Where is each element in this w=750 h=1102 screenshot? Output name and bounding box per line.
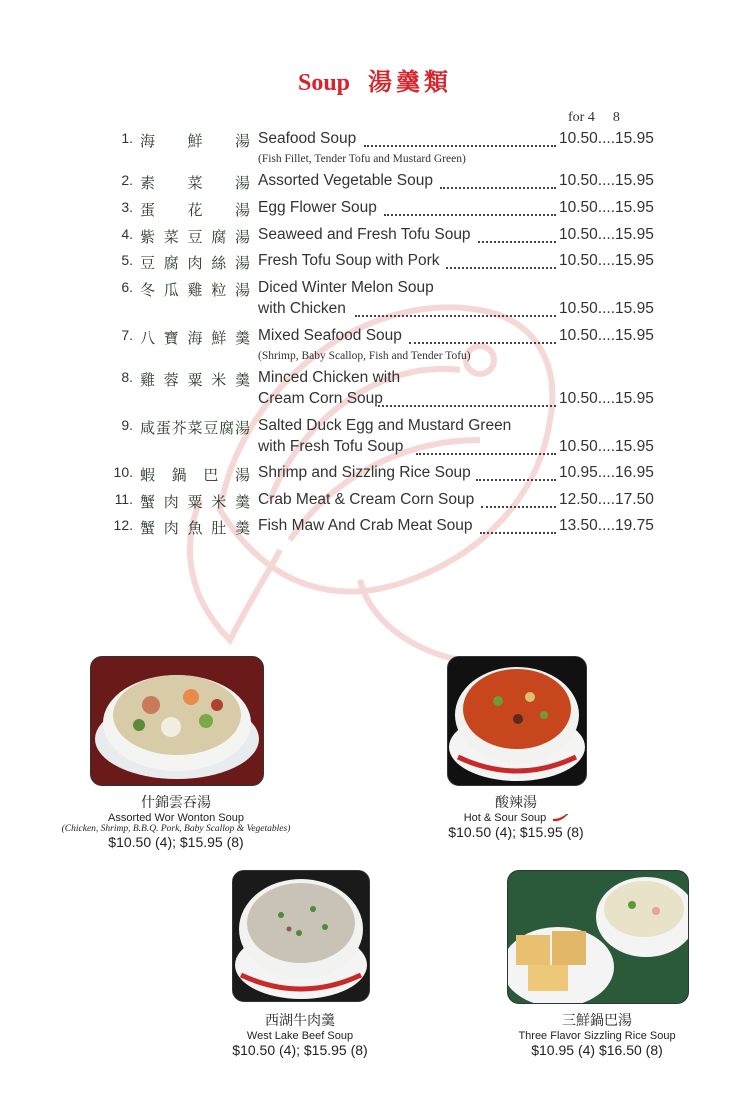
price-for-8: 15.95 [615, 226, 654, 243]
price-for-4: 10.50 [559, 252, 598, 269]
item-name-cn: 咸 蛋 芥 菜 豆 腐 湯 [140, 419, 250, 437]
item-name-cn: 蝦 鍋 巴 湯 [140, 466, 250, 484]
west-lake-beef-soup-caption [200, 1010, 400, 1058]
item-name-en: Assorted Vegetable Soup [258, 172, 433, 189]
price-for-4: 10.50 [559, 130, 598, 147]
item-name-cn: 豆 腐 肉 絲 湯 [140, 254, 250, 272]
wonton-soup-photo [90, 656, 264, 786]
dot-leader [378, 405, 556, 407]
fish-watermark [160, 250, 580, 670]
item-price: 10.50....15.95 [559, 390, 654, 407]
dot-leader [481, 506, 556, 508]
dish-price: $10.50 (4); $15.95 (8) [232, 1042, 368, 1058]
item-number: 3. [121, 199, 133, 215]
item-price: 13.50....19.75 [559, 517, 654, 534]
dot-leader [446, 267, 556, 269]
dish-name-cn: 三鮮鍋巴湯 [562, 1013, 632, 1029]
sizzling-rice-soup-caption [497, 1010, 697, 1058]
item-name-en: Minced Chicken with [258, 369, 401, 386]
item-name-cn: 冬 瓜 雞 粒 湯 [140, 281, 250, 299]
dish-name-en: Assorted Wor Wonton Soup [108, 812, 244, 824]
hot-sour-soup-caption [417, 792, 615, 840]
dish-name-cn: 酸辣湯 [495, 795, 537, 811]
dish-name-en: Three Flavor Sizzling Rice Soup [518, 1030, 676, 1042]
price-for-4: 10.50 [559, 199, 598, 216]
dish-price: $10.50 (4); $15.95 (8) [448, 824, 584, 840]
price-for-4: 10.50 [559, 390, 598, 407]
item-price: 10.50....15.95 [559, 252, 654, 269]
price-for-4: 10.50 [559, 438, 598, 455]
wonton-soup-caption [40, 792, 312, 850]
page-title: Soup 湯羹類 [297, 70, 453, 96]
price-for-8: 15.95 [615, 172, 654, 189]
item-description: (Shrimp, Baby Scallop, Fish and Tender Tofu) [258, 350, 471, 362]
item-name-cn: 素 菜 湯 [140, 174, 250, 192]
dish-name-cn: 什錦雲吞湯 [141, 795, 211, 811]
serving-size-header: for 4 8 [568, 110, 620, 125]
item-name-cn: 雞 蓉 粟 米 羹 [140, 371, 250, 389]
item-number: 7. [121, 327, 133, 343]
item-name-cn: 八 寶 海 鮮 羹 [140, 329, 250, 347]
price-for-8: 17.50 [615, 491, 654, 508]
dish-price: $10.50 (4); $15.95 (8) [108, 834, 244, 850]
item-number: 6. [121, 279, 133, 295]
item-price: 10.50....15.95 [559, 327, 654, 344]
price-for-4: 10.50 [559, 327, 598, 344]
chili-pepper-icon [552, 814, 568, 823]
item-name-en: Seafood Soup [258, 130, 357, 147]
item-number: 5. [121, 252, 133, 268]
item-number: 11. [114, 491, 133, 507]
hot-sour-soup-photo [447, 656, 587, 786]
price-for-4: 12.50 [559, 491, 598, 508]
price-for-8: 15.95 [615, 327, 654, 344]
price-for-8: 15.95 [615, 252, 654, 269]
item-name-en: Crab Meat & Cream Corn Soup [258, 491, 475, 508]
dish-note: (Chicken, Shrimp, B.B.Q. Pork, Baby Scallop & Vegetables) [61, 824, 291, 834]
item-name-en: Fish Maw And Crab Meat Soup [258, 517, 473, 534]
price-for-8: 15.95 [615, 130, 654, 147]
dish-name-en: West Lake Beef Soup [246, 1030, 354, 1042]
item-price: 10.50....15.95 [559, 226, 654, 243]
item-name-cn: 紫 菜 豆 腐 湯 [140, 228, 250, 246]
item-price: 10.50....15.95 [559, 130, 654, 147]
price-for-8: 19.75 [615, 517, 654, 534]
item-number: 2. [121, 172, 133, 188]
dish-price: $10.95 (4) $16.50 (8) [531, 1042, 663, 1058]
price-for-4: 10.50 [559, 172, 598, 189]
item-price: 10.50....15.95 [559, 300, 654, 317]
item-number: 9. [121, 417, 133, 433]
price-for-8: 15.95 [615, 390, 654, 407]
dish-name-en: Hot & Sour Soup [417, 812, 615, 824]
price-for-8: 15.95 [615, 438, 654, 455]
dot-leader [355, 315, 556, 317]
item-description: (Fish Fillet, Tender Tofu and Mustard Green) [258, 153, 466, 165]
item-price: 10.50....15.95 [559, 199, 654, 216]
price-for-8: 15.95 [615, 199, 654, 216]
price-for-4: 10.50 [559, 300, 598, 317]
item-number: 1. [121, 130, 133, 146]
dot-leader [409, 342, 556, 344]
item-name-en: Fresh Tofu Soup with Pork [258, 252, 440, 269]
item-name-en: with Chicken [258, 300, 346, 317]
item-name-en: Cream Corn Soup [258, 390, 383, 407]
item-price: 10.50....15.95 [559, 438, 654, 455]
item-name-en: Seaweed and Fresh Tofu Soup [258, 226, 471, 243]
dot-leader [478, 241, 556, 243]
item-name-cn: 蛋 花 湯 [140, 201, 250, 219]
dot-leader [384, 214, 556, 216]
item-number: 4. [121, 226, 133, 242]
item-name-en: Mixed Seafood Soup [258, 327, 402, 344]
item-name-en: Salted Duck Egg and Mustard Green [258, 417, 512, 434]
dot-leader [476, 479, 556, 481]
dot-leader [364, 145, 556, 147]
item-name-en: Egg Flower Soup [258, 199, 377, 216]
dot-leader [416, 453, 556, 455]
item-number: 12. [113, 517, 133, 533]
item-name-cn: 蟹 肉 粟 米 羹 [140, 493, 250, 511]
item-price: 10.95....16.95 [559, 464, 654, 481]
item-price: 12.50....17.50 [559, 491, 654, 508]
price-for-8: 15.95 [615, 300, 654, 317]
dish-name-cn: 西湖牛肉羹 [265, 1013, 335, 1029]
item-price: 10.50....15.95 [559, 172, 654, 189]
item-name-en: Diced Winter Melon Soup [258, 279, 434, 296]
price-for-4: 10.50 [559, 226, 598, 243]
item-name-cn: 海 鮮 湯 [140, 132, 250, 150]
item-name-en: Shrimp and Sizzling Rice Soup [258, 464, 471, 481]
price-for-8: 16.95 [615, 464, 654, 481]
item-number: 10. [113, 464, 133, 480]
item-number: 8. [121, 369, 133, 385]
item-name-en: with Fresh Tofu Soup [258, 438, 404, 455]
price-for-4: 13.50 [559, 517, 598, 534]
dot-leader [480, 532, 556, 534]
price-for-4: 10.95 [559, 464, 598, 481]
west-lake-beef-soup-photo [232, 870, 370, 1002]
item-name-cn: 蟹 肉 魚 肚 羹 [140, 519, 250, 537]
sizzling-rice-soup-photo [507, 870, 689, 1004]
dot-leader [440, 187, 556, 189]
